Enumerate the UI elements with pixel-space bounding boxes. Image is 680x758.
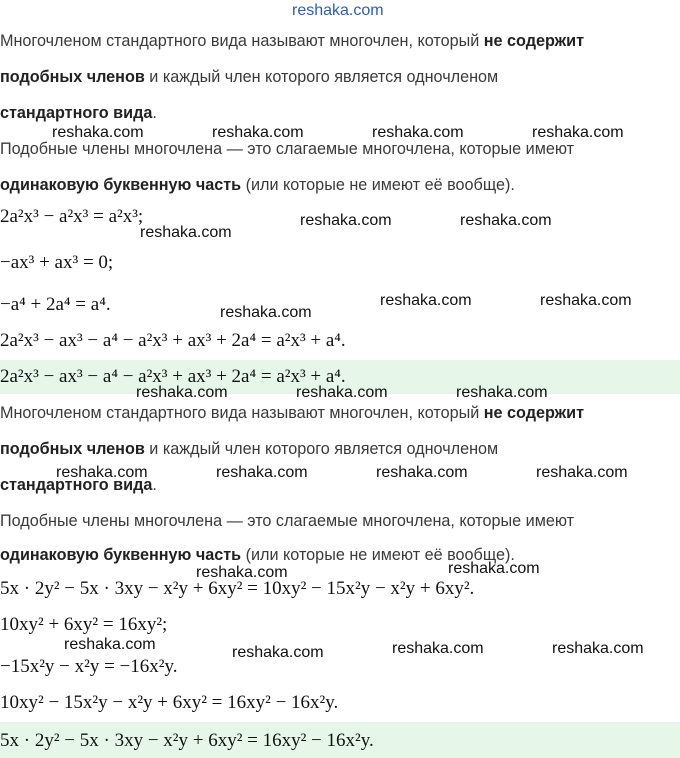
definition-standard-form-line3: стандартного вида. xyxy=(0,104,157,122)
answer-line: 5x · 2y² − 5x · 3xy − x²y + 6xy² = 16xy² − 16x²y. xyxy=(0,730,374,751)
math-line: 2a²x³ − ax³ − a⁴ − a²x³ + ax³ + 2a⁴ = a²x³ + a⁴. xyxy=(0,330,346,351)
definition-standard-form-line3: стандартного вида. xyxy=(0,476,157,494)
watermark: reshaka.com xyxy=(212,124,304,141)
watermark: reshaka.com xyxy=(136,384,228,401)
watermark: reshaka.com xyxy=(372,124,464,141)
watermark: reshaka.com xyxy=(532,124,624,141)
math-line: 5x · 2y² − 5x · 3xy − x²y + 6xy² = 10xy² − 15x²y − x²y + 6xy². xyxy=(0,578,475,599)
watermark: reshaka.com xyxy=(448,560,540,577)
definition-like-terms-line2: одинаковую буквенную часть (или которые не имеют её вообще). xyxy=(0,176,515,194)
math-line: 10xy² + 6xy² = 16xy²; xyxy=(0,614,168,635)
watermark: reshaka.com xyxy=(64,636,156,653)
math-line: −a⁴ + 2a⁴ = a⁴. xyxy=(0,294,111,315)
watermark: reshaka.com xyxy=(52,124,144,141)
watermark: reshaka.com xyxy=(380,292,472,309)
definition-like-terms-line1: Подобные члены многочлена — это слагаемые многочлена, которые имеют xyxy=(0,140,575,158)
math-line: 10xy² − 15x²y − x²y + 6xy² = 16xy² − 16x²y. xyxy=(0,692,339,713)
watermark: reshaka.com xyxy=(552,640,644,657)
watermark: reshaka.com xyxy=(376,464,468,481)
watermark: reshaka.com xyxy=(392,640,484,657)
watermark: reshaka.com xyxy=(300,212,392,229)
math-line: 2a²x³ − a²x³ = a²x³; xyxy=(0,206,144,227)
definition-like-terms-line2: одинаковую буквенную часть (или которые не имеют её вообще). xyxy=(0,546,515,564)
definition-standard-form-line1: Многочленом стандартного вида называют многочлен, который не содержит xyxy=(0,404,585,422)
watermark: reshaka.com xyxy=(140,224,232,241)
watermark: reshaka.com xyxy=(216,464,308,481)
watermark: reshaka.com xyxy=(540,292,632,309)
definition-like-terms-line1: Подобные члены многочлена — это слагаемые многочлена, которые имеют xyxy=(0,512,575,530)
definition-standard-form-line2: подобных членов и каждый член которого является одночленом xyxy=(0,68,499,86)
top-watermark: reshaka.com xyxy=(292,2,384,19)
watermark: reshaka.com xyxy=(56,464,148,481)
answer-line: 2a²x³ − ax³ − a⁴ − a²x³ + ax³ + 2a⁴ = a²x³ + a⁴. xyxy=(0,366,346,387)
watermark: reshaka.com xyxy=(456,384,548,401)
definition-standard-form-line1: Многочленом стандартного вида называют многочлен, который не содержит xyxy=(0,32,585,50)
math-line: −15x²y − x²y = −16x²y. xyxy=(0,656,178,677)
watermark: reshaka.com xyxy=(232,644,324,661)
watermark: reshaka.com xyxy=(536,464,628,481)
definition-standard-form-line2: подобных членов и каждый член которого является одночленом xyxy=(0,440,499,458)
watermark: reshaka.com xyxy=(220,304,312,321)
watermark: reshaka.com xyxy=(460,212,552,229)
watermark: reshaka.com xyxy=(296,384,388,401)
watermark: reshaka.com xyxy=(196,564,288,581)
math-line: −ax³ + ax³ = 0; xyxy=(0,252,114,273)
